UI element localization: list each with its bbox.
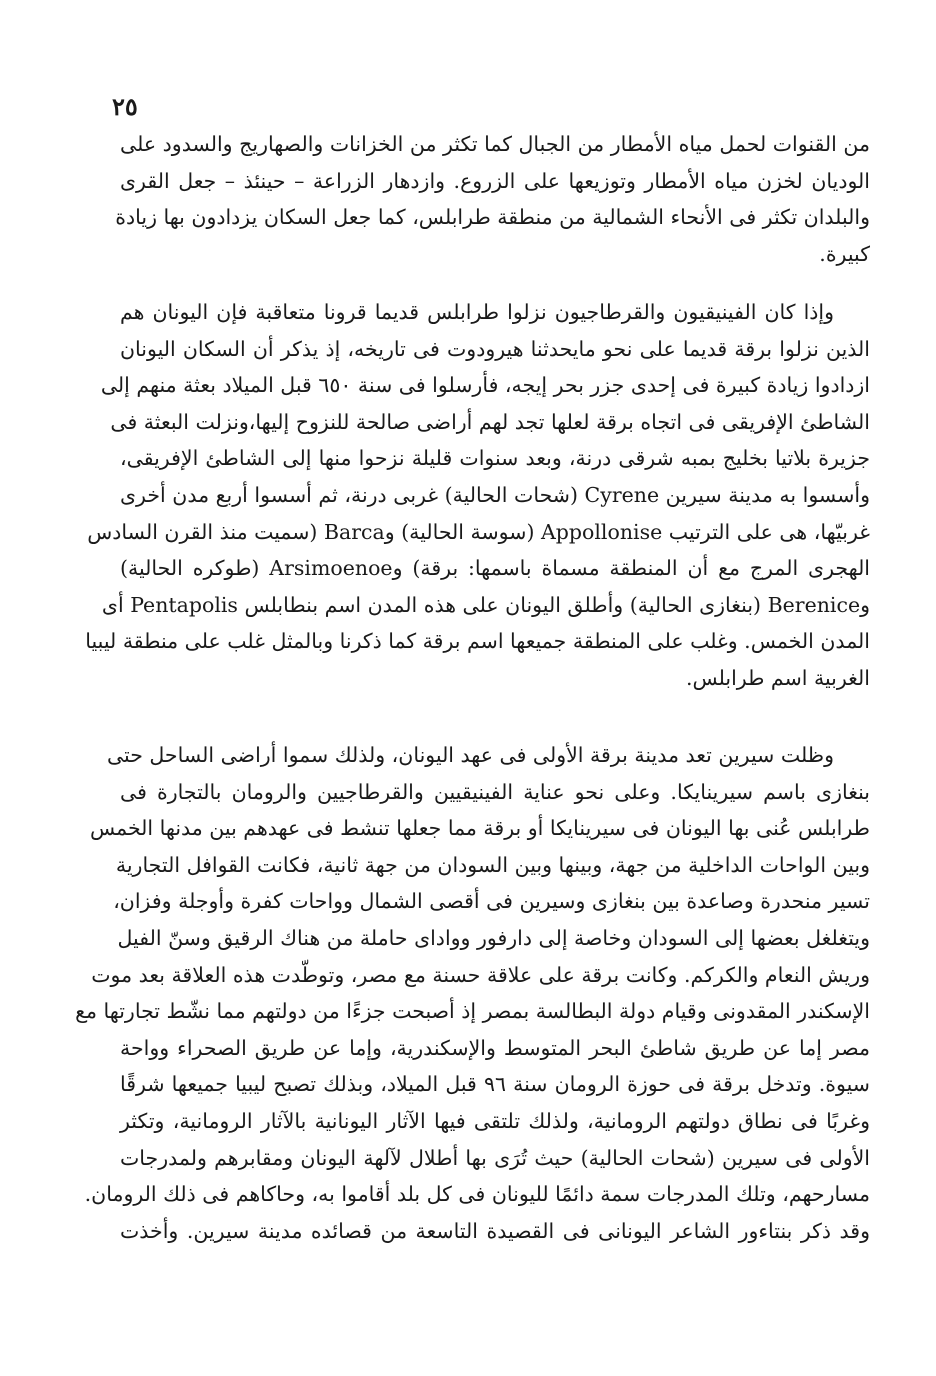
text-line: سيوة. وتدخل برقة فى حوزة الرومان سنة ٩٦ قبل الميلاد، وبذلك تصبح ليبيا جميعها شرقًا — [120, 1072, 870, 1097]
text-line: مصر إما عن طريق شاطئ البحر المتوسط والإسكندرية، وإما عن طريق الصحراء وواحة — [120, 1035, 870, 1060]
text-line: وريش النعام والكركم. وكانت برقة على علاقة حسنة مع مصر، وتوطّدت هذه العلاقة بعد موت — [91, 962, 870, 987]
text-line: الغربية اسم طرابلس. — [685, 665, 870, 690]
text-line: ويتغلغل بعضها إلى السودان وخاصة إلى دارفور ووادای حاملة من هناك الرقيق وسنّ الفيل — [117, 925, 870, 950]
text-line: وبين الواحات الداخلية من جهة، وبينها وبين السودان من جهة ثانية، فكانت القوافل التجارية — [115, 852, 870, 877]
text-line: وإذا كان الفينيقيون والقرطاجيون نزلوا طرابلس قديما قرونا متعاقبة فإن اليونان هم — [120, 300, 834, 324]
paragraph-1 — [115, 126, 870, 272]
text-line: ازدادوا زيادة كبيرة فى إحدى جزر بحر إيجه، فأرسلوا فى سنة ٦٥٠ قبل الميلاد بعثة منهم إلى — [100, 373, 870, 398]
text-line: كبيرة. — [819, 241, 870, 266]
text-line: وBerenice (بنغازى الحالية) وأطلق اليونان على هذه المدن اسم بنطابلس Pentapolis أى — [101, 592, 870, 617]
text-line: وغربًا فى نطاق دولتهم الرومانية، ولذلك تلتقى فيها الآثار اليونانية بالآثار الرومانية، وتكثر — [120, 1108, 870, 1133]
text-line: غربيّها، هى على الترتيب Appollonise (سوسة الحالية) وBarca (سميت منذ القرن السادس — [87, 519, 870, 544]
text-line: من القنوات لحمل مياه الأمطار من الجبال كما تكثر من الخزانات والصهاريج والسدود على — [120, 132, 870, 156]
text-line: وقد ذكر بنتاءور الشاعر اليونانى فى القصيدة التاسعة من قصائده مدينة سيرين. وأخذت — [120, 1218, 870, 1243]
text-line: طرابلس عُنى بها اليونان فى سيرينايكا أو برقة مما جعلها تنشط فى عهدهم بين مدنها الخمس — [89, 816, 870, 841]
text-line: بنغازى باسم سيرينايكا. وعلى نحو عناية الفينيقيين والقرطاجيين والرومان بالتجارة فى — [120, 779, 870, 804]
text-line: والبلدان تكثر فى الأنحاء الشمالية من منطقة طرابلس، كما جعل السكان يزدادون بها زيادة — [115, 205, 870, 230]
text-line: الوديان لخزن مياه الأمطار وتوزيعها على الزروع. وازدهار الزراعة – حينئذ – جعل القرى — [120, 168, 870, 193]
text-line: وظلت سيرين تعد مدينة برقة الأولى فى عهد اليونان، ولذلك سموا أراضى الساحل حتى — [106, 743, 834, 767]
text-line: تسير منحدرة وصاعدة بين بنغازى وسيرين فى أقصى الشمال وواحات كفرة وأوجلة وفزان، — [113, 889, 870, 914]
text-line: الإسكندر المقدونى وقيام دولة البطالسة بمصر إذ أصبحت جزءًا من دولتهم مما نشّط تجارتها مع — [75, 999, 870, 1024]
text-line: الذين نزلوا برقة قديما على نحو مايحدثنا هيرودوت فى تاريخه، إذ يذكر أن السكان اليونان — [120, 336, 870, 361]
page-number: ٢٥ — [112, 92, 138, 121]
paragraph-3 — [75, 737, 870, 1249]
text-line: الشاطئ الإفريقى فى اتجاه برقة لعلها تجد لهم أراضى صالحة للنزوح إليها،ونزلت البعثة فى — [110, 409, 870, 434]
text-line: وأسسوا به مدينة سيرين Cyrene (شحات الحالية) غربى درنة، ثم أسسوا أربع مدن أخرى — [120, 482, 870, 507]
text-line: مسارحهم، وتلك المدرجات سمة دائمًا لليونان فى كل بلد أقاموا به، وحاكاهم فى ذلك الرومان. — [84, 1182, 870, 1207]
text-line: الهجرى المرج مع أن المنطقة مسماة باسمها: برقة) وArsimoenoe (طوكره الحالية) — [120, 556, 871, 581]
paragraph-2 — [85, 294, 871, 697]
text-line: جزيرة بلاتيا بخليج بمبه شرقى درنة، وبعد سنوات قليلة نزحوا منها إلى الشاطئ الإفريقى، — [120, 446, 870, 471]
text-line: الأولى فى سيرين (شحات الحالية) حيث تُرَى بها أطلال لآلهة اليونان ومقابرهم ولمدرجات — [120, 1145, 870, 1170]
text-line: المدن الخمس. وغلب على المنطقة جميعها اسم برقة كما ذكرنا وبالمثل غلب على منطقة ليبيا — [85, 629, 870, 654]
